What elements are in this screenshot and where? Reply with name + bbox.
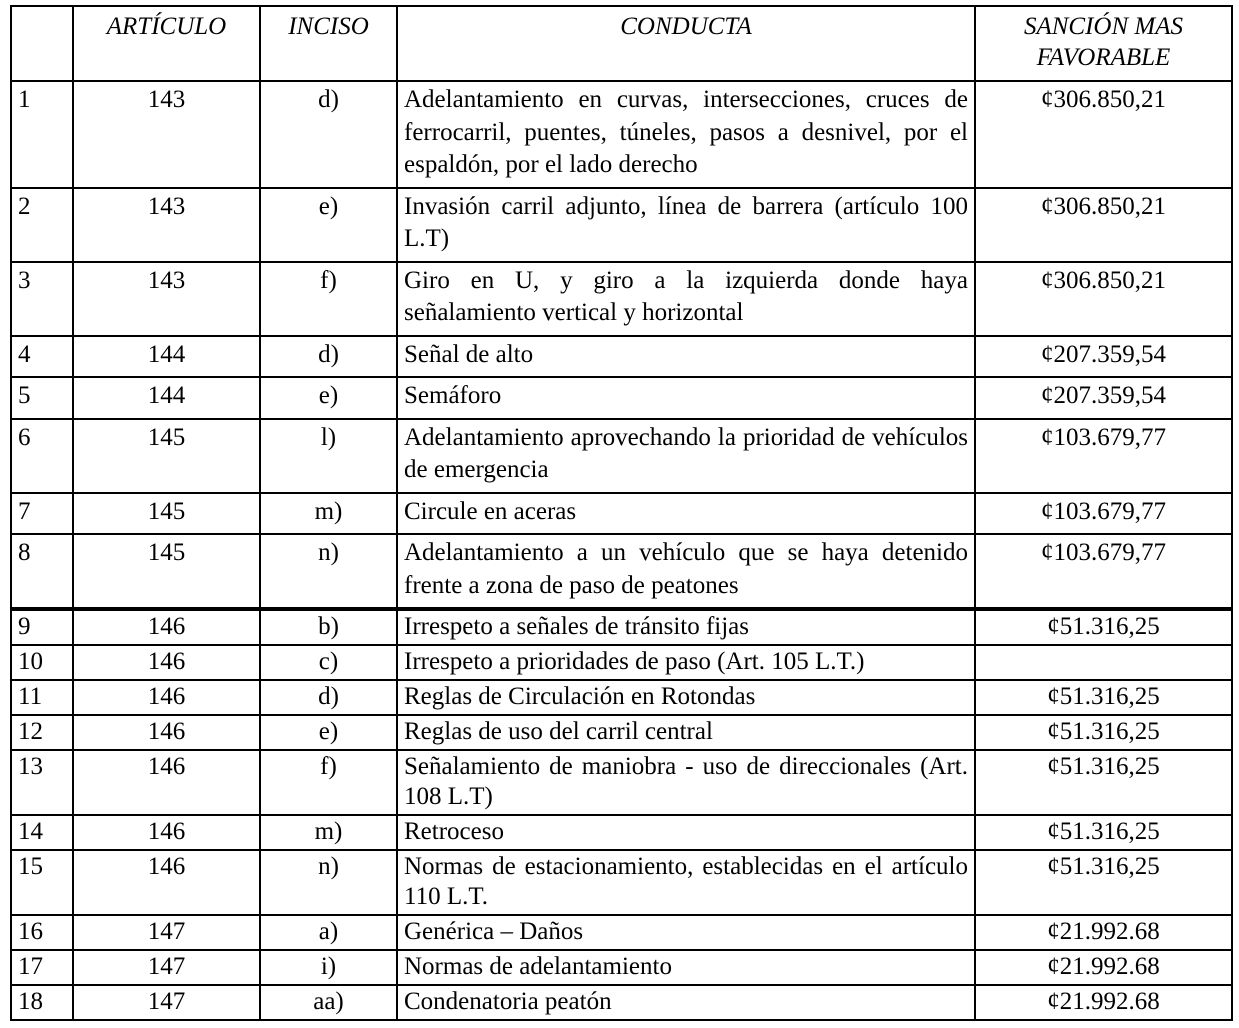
table-row bbox=[11, 609, 1232, 645]
table-row bbox=[11, 262, 1232, 336]
cell-sancion: ¢51.316,25 bbox=[975, 850, 1232, 915]
cell-sancion: ¢21.992.68 bbox=[975, 985, 1232, 1020]
cell-sancion: ¢207.359,54 bbox=[975, 377, 1232, 419]
cell-conducta: Reglas de Circulación en Rotondas bbox=[397, 680, 975, 715]
cell-conducta: Invasión carril adjunto, línea de barrera (artículo 100 L.T) bbox=[397, 188, 975, 262]
cell-articulo: 144 bbox=[73, 377, 260, 419]
table-row bbox=[11, 985, 1232, 1020]
cell-sancion: ¢306.850,21 bbox=[975, 262, 1232, 336]
cell-articulo: 146 bbox=[73, 645, 260, 680]
column-header-conducta: CONDUCTA bbox=[397, 6, 975, 81]
table-row bbox=[11, 534, 1232, 609]
cell-articulo: 143 bbox=[73, 262, 260, 336]
cell-index: 5 bbox=[11, 377, 73, 419]
cell-index: 9 bbox=[11, 609, 73, 645]
cell-index: 12 bbox=[11, 715, 73, 750]
cell-conducta: Reglas de uso del carril central bbox=[397, 715, 975, 750]
cell-sancion: ¢103.679,77 bbox=[975, 493, 1232, 535]
cell-index: 4 bbox=[11, 336, 73, 378]
column-header-sancion bbox=[975, 6, 1232, 81]
cell-articulo: 145 bbox=[73, 419, 260, 493]
cell-inciso: b) bbox=[260, 609, 397, 645]
cell-articulo: 147 bbox=[73, 950, 260, 985]
table-row bbox=[11, 815, 1232, 850]
cell-articulo: 144 bbox=[73, 336, 260, 378]
cell-articulo: 146 bbox=[73, 609, 260, 645]
cell-inciso: a) bbox=[260, 915, 397, 950]
cell-inciso: c) bbox=[260, 645, 397, 680]
table-row bbox=[11, 336, 1232, 378]
cell-conducta: Condenatoria peatón bbox=[397, 985, 975, 1020]
cell-inciso: d) bbox=[260, 680, 397, 715]
cell-conducta: Normas de adelantamiento bbox=[397, 950, 975, 985]
table-row bbox=[11, 419, 1232, 493]
cell-index: 17 bbox=[11, 950, 73, 985]
cell-conducta: Circule en aceras bbox=[397, 493, 975, 535]
cell-conducta: Semáforo bbox=[397, 377, 975, 419]
cell-articulo: 145 bbox=[73, 534, 260, 609]
cell-sancion: ¢51.316,25 bbox=[975, 715, 1232, 750]
cell-articulo: 146 bbox=[73, 750, 260, 815]
cell-inciso: e) bbox=[260, 715, 397, 750]
cell-index: 15 bbox=[11, 850, 73, 915]
cell-inciso: aa) bbox=[260, 985, 397, 1020]
cell-sancion: ¢103.679,77 bbox=[975, 534, 1232, 609]
cell-inciso: d) bbox=[260, 336, 397, 378]
cell-index: 6 bbox=[11, 419, 73, 493]
cell-articulo: 147 bbox=[73, 985, 260, 1020]
cell-inciso: m) bbox=[260, 815, 397, 850]
cell-inciso: n) bbox=[260, 534, 397, 609]
cell-inciso: e) bbox=[260, 377, 397, 419]
cell-index: 2 bbox=[11, 188, 73, 262]
cell-index: 14 bbox=[11, 815, 73, 850]
cell-sancion: ¢207.359,54 bbox=[975, 336, 1232, 378]
table-row bbox=[11, 81, 1232, 188]
cell-conducta: Genérica – Daños bbox=[397, 915, 975, 950]
cell-conducta: Señal de alto bbox=[397, 336, 975, 378]
cell-index: 16 bbox=[11, 915, 73, 950]
cell-articulo: 146 bbox=[73, 715, 260, 750]
cell-articulo: 146 bbox=[73, 815, 260, 850]
cell-sancion: ¢103.679,77 bbox=[975, 419, 1232, 493]
cell-index: 8 bbox=[11, 534, 73, 609]
cell-index: 11 bbox=[11, 680, 73, 715]
table-row bbox=[11, 493, 1232, 535]
header-row bbox=[11, 6, 1232, 81]
cell-inciso: m) bbox=[260, 493, 397, 535]
table-body bbox=[11, 81, 1232, 1020]
cell-conducta: Retroceso bbox=[397, 815, 975, 850]
cell-inciso: f) bbox=[260, 262, 397, 336]
cell-sancion: ¢51.316,25 bbox=[975, 680, 1232, 715]
column-header-index bbox=[11, 6, 73, 81]
cell-articulo: 143 bbox=[73, 188, 260, 262]
cell-index: 13 bbox=[11, 750, 73, 815]
table-row bbox=[11, 950, 1232, 985]
column-header-sancion-line1: SANCIÓN MAS bbox=[1023, 13, 1184, 40]
cell-sancion: ¢51.316,25 bbox=[975, 750, 1232, 815]
table-header bbox=[11, 6, 1232, 81]
table-row bbox=[11, 715, 1232, 750]
table-row bbox=[11, 377, 1232, 419]
cell-conducta: Adelantamiento en curvas, intersecciones, cruces de ferrocarril, puentes, túneles, pasos a desnivel, por el espaldón, por el lado derecho bbox=[397, 81, 975, 188]
column-header-inciso: INCISO bbox=[260, 6, 397, 81]
cell-index: 7 bbox=[11, 493, 73, 535]
cell-conducta: Señalamiento de maniobra - uso de direccionales (Art. 108 L.T) bbox=[397, 750, 975, 815]
cell-articulo: 143 bbox=[73, 81, 260, 188]
cell-sancion: ¢51.316,25 bbox=[975, 609, 1232, 645]
cell-inciso: n) bbox=[260, 850, 397, 915]
column-header-articulo: ARTÍCULO bbox=[73, 6, 260, 81]
cell-sancion: ¢21.992.68 bbox=[975, 915, 1232, 950]
cell-conducta: Giro en U, y giro a la izquierda donde haya señalamiento vertical y horizontal bbox=[397, 262, 975, 336]
cell-inciso: d) bbox=[260, 81, 397, 188]
cell-conducta: Irrespeto a prioridades de paso (Art. 105 L.T.) bbox=[397, 645, 975, 680]
cell-conducta: Adelantamiento a un vehículo que se haya detenido frente a zona de paso de peatones bbox=[397, 534, 975, 609]
cell-articulo: 145 bbox=[73, 493, 260, 535]
table-row bbox=[11, 680, 1232, 715]
table-row bbox=[11, 750, 1232, 815]
table-row bbox=[11, 188, 1232, 262]
cell-sancion: ¢306.850,21 bbox=[975, 81, 1232, 188]
cell-inciso: i) bbox=[260, 950, 397, 985]
cell-conducta: Normas de estacionamiento, establecidas en el artículo 110 L.T. bbox=[397, 850, 975, 915]
column-header-sancion-line2: FAVORABLE bbox=[1036, 43, 1171, 71]
sanctions-table-container bbox=[10, 5, 1231, 1021]
table-row bbox=[11, 850, 1232, 915]
cell-index: 18 bbox=[11, 985, 73, 1020]
cell-index: 3 bbox=[11, 262, 73, 336]
cell-articulo: 146 bbox=[73, 680, 260, 715]
cell-articulo: 147 bbox=[73, 915, 260, 950]
cell-sancion: ¢51.316,25 bbox=[975, 815, 1232, 850]
cell-index: 10 bbox=[11, 645, 73, 680]
cell-sancion: ¢21.992.68 bbox=[975, 950, 1232, 985]
cell-inciso: e) bbox=[260, 188, 397, 262]
table-row bbox=[11, 915, 1232, 950]
cell-conducta: Irrespeto a señales de tránsito fijas bbox=[397, 609, 975, 645]
cell-articulo: 146 bbox=[73, 850, 260, 915]
cell-conducta: Adelantamiento aprovechando la prioridad de vehículos de emergencia bbox=[397, 419, 975, 493]
cell-inciso: l) bbox=[260, 419, 397, 493]
cell-sancion: ¢306.850,21 bbox=[975, 188, 1232, 262]
traffic-sanctions-table bbox=[10, 5, 1233, 1021]
cell-inciso: f) bbox=[260, 750, 397, 815]
table-row bbox=[11, 645, 1232, 680]
cell-sancion bbox=[975, 645, 1232, 680]
cell-index: 1 bbox=[11, 81, 73, 188]
